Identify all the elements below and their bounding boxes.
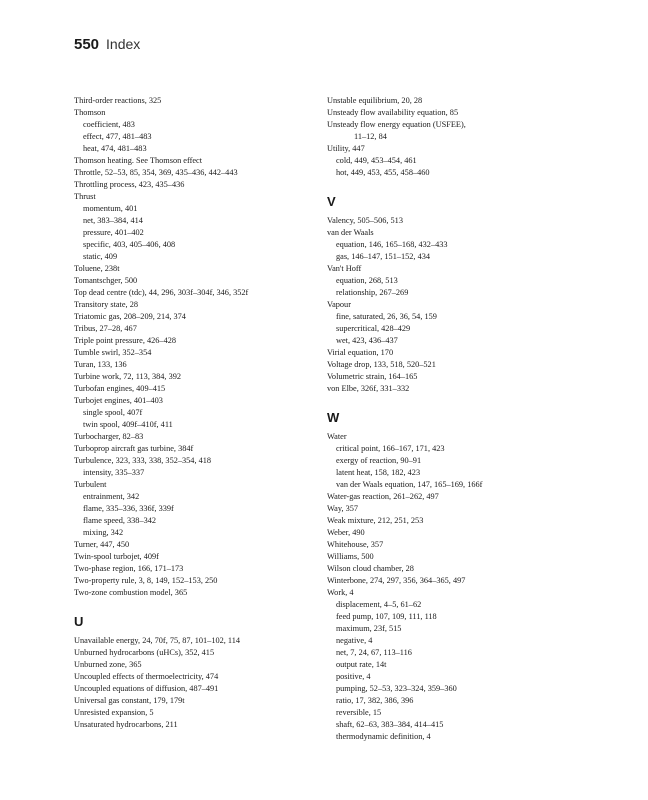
index-subentry: net, 7, 24, 67, 113–116	[336, 648, 412, 657]
index-entry: von Elbe, 326f, 331–332	[327, 384, 410, 393]
index-subentry: pumping, 52–53, 323–324, 359–360	[336, 684, 457, 693]
index-subentry: negative, 4	[336, 636, 373, 645]
index-entry: van der Waals	[327, 228, 374, 237]
running-head-title: Index	[106, 36, 141, 52]
index-entry: Virial equation, 170	[327, 348, 394, 357]
index-subentry: hot, 449, 453, 455, 458–460	[336, 168, 430, 177]
index-column-right	[327, 95, 577, 743]
index-entry: Tumble swirl, 352–354	[74, 348, 152, 357]
index-subentry: shaft, 62–63, 383–384, 414–415	[336, 720, 444, 729]
index-subentry: coefficient, 483	[83, 120, 135, 129]
index-entry: Uncoupled effects of thermoelectricity, 474	[74, 672, 219, 681]
index-entry: Water-gas reaction, 261–262, 497	[327, 492, 439, 501]
index-subentry: supercritical, 428–429	[336, 324, 411, 333]
index-entry: Tribus, 27–28, 467	[74, 324, 137, 333]
index-entry: Unavailable energy, 24, 70f, 75, 87, 101–102, 114	[74, 636, 241, 645]
index-entry: Volumetric strain, 164–165	[327, 372, 418, 381]
index-subentry: flame speed, 338–342	[83, 516, 157, 525]
index-subentry: displacement, 4–5, 61–62	[336, 600, 422, 609]
index-entry: Two-phase region, 166, 171–173	[74, 564, 184, 573]
index-entry: Utility, 447	[327, 144, 365, 153]
index-entry: Weak mixture, 212, 251, 253	[327, 516, 424, 525]
index-entry: Transitory state, 28	[74, 300, 138, 309]
index-entry: Turan, 133, 136	[74, 360, 127, 369]
index-entry: Unsaturated hydrocarbons, 211	[74, 720, 178, 729]
index-subentry: mixing, 342	[83, 528, 124, 537]
index-entry: Triatomic gas, 208–209, 214, 374	[74, 312, 186, 321]
index-subentry: pressure, 401–402	[83, 228, 144, 237]
section-letter-heading: W	[327, 410, 340, 425]
index-subentry: ratio, 17, 382, 386, 396	[336, 696, 414, 705]
index-subentry: output rate, 14t	[336, 660, 387, 669]
index-subentry: effect, 477, 481–483	[83, 132, 152, 141]
index-subentry: static, 409	[83, 252, 118, 261]
index-entry: Turbofan engines, 409–415	[74, 384, 166, 393]
index-subentry: latent heat, 158, 182, 423	[336, 468, 421, 477]
index-entry: Williams, 500	[327, 552, 374, 561]
index-entry: Unburned hydrocarbons (uHCs), 352, 415	[74, 648, 215, 657]
index-column-left	[74, 95, 324, 731]
index-entry: Throttle, 52–53, 85, 354, 369, 435–436, 442–443	[74, 168, 238, 177]
index-subentry: specific, 403, 405–406, 408	[83, 240, 176, 249]
index-entry: Water	[327, 432, 347, 441]
index-entry: Tomantschger, 500	[74, 276, 138, 285]
index-subentry: exergy of reaction, 90–91	[336, 456, 422, 465]
index-subentry: equation, 146, 165–168, 432–433	[336, 240, 448, 249]
index-entry: Toluene, 238t	[74, 264, 120, 273]
index-entry: Work, 4	[327, 588, 354, 597]
index-subentry: reversible, 15	[336, 708, 382, 717]
section-letter-heading: U	[74, 614, 84, 629]
index-entry: Weber, 490	[327, 528, 365, 537]
index-entry: Turbulence, 323, 333, 338, 352–354, 418	[74, 456, 212, 465]
index-subentry: momentum, 401	[83, 204, 138, 213]
index-entry: Unresisted expansion, 5	[74, 708, 154, 717]
index-entry: Two-zone combustion model, 365	[74, 588, 188, 597]
index-subentry: net, 383–384, 414	[83, 216, 143, 225]
index-entry: Turbojet engines, 401–403	[74, 396, 163, 405]
index-entry: Unsteady flow energy equation (USFEE),	[327, 120, 466, 129]
index-entry: Winterbone, 274, 297, 356, 364–365, 497	[327, 576, 466, 585]
index-entry: Third-order reactions, 325	[74, 96, 162, 105]
index-entry: Wilson cloud chamber, 28	[327, 564, 414, 573]
index-entry: Van't Hoff	[327, 264, 362, 273]
index-entry: Turbulent	[74, 480, 107, 489]
index-entry: Vapour	[327, 300, 351, 309]
index-subentry: van der Waals equation, 147, 165–169, 166f	[336, 480, 483, 489]
index-entry: Valency, 505–506, 513	[327, 216, 403, 225]
section-letter-heading: V	[327, 194, 336, 209]
index-entry: Thrust	[74, 192, 96, 201]
index-subentry: positive, 4	[336, 672, 371, 681]
index-subentry: relationship, 267–269	[336, 288, 409, 297]
index-subentry: equation, 268, 513	[336, 276, 398, 285]
index-entry: Uncoupled equations of diffusion, 487–491	[74, 684, 219, 693]
index-entry: Top dead centre (tdc), 44, 296, 303f–304f, 346, 352f	[74, 288, 249, 297]
index-entry: Voltage drop, 133, 518, 520–521	[327, 360, 436, 369]
index-subentry: intensity, 335–337	[83, 468, 145, 477]
index-entry: Unburned zone, 365	[74, 660, 142, 669]
index-entry: Unsteady flow availability equation, 85	[327, 108, 459, 117]
index-entry: Way, 357	[327, 504, 359, 513]
index-entry: Unstable equilibrium, 20, 28	[327, 96, 423, 105]
index-entry: Two-property rule, 3, 8, 149, 152–153, 250	[74, 576, 218, 585]
index-subentry: entrainment, 342	[83, 492, 140, 501]
index-entry: Universal gas constant, 179, 179t	[74, 696, 185, 705]
index-entry: Thomson	[74, 108, 106, 117]
index-entry: Turner, 447, 450	[74, 540, 130, 549]
index-subentry: flame, 335–336, 336f, 339f	[83, 504, 174, 513]
index-subentry: maximum, 23f, 515	[336, 624, 402, 633]
index-entry: Twin-spool turbojet, 409f	[74, 552, 159, 561]
index-subentry: heat, 474, 481–483	[83, 144, 147, 153]
index-subentry: fine, saturated, 26, 36, 54, 159	[336, 312, 437, 321]
index-entry: Triple point pressure, 426–428	[74, 336, 177, 345]
index-subentry: critical point, 166–167, 171, 423	[336, 444, 445, 453]
index-entry: Turbine work, 72, 113, 384, 392	[74, 372, 182, 381]
index-entry: Turboprop aircraft gas turbine, 384f	[74, 444, 194, 453]
index-subentry: feed pump, 107, 109, 111, 118	[336, 612, 437, 621]
index-entry: Throttling process, 423, 435–436	[74, 180, 185, 189]
index-entry: Whitehouse, 357	[327, 540, 384, 549]
index-subentry: cold, 449, 453–454, 461	[336, 156, 417, 165]
index-subentry: gas, 146–147, 151–152, 434	[336, 252, 431, 261]
index-subentry: wet, 423, 436–437	[336, 336, 398, 345]
page-header	[74, 36, 140, 56]
index-entry-continuation: 11–12, 84	[354, 132, 387, 141]
page-number: 550	[74, 36, 100, 53]
index-entry: Turbocharger, 82–83	[74, 432, 144, 441]
index-subentry: thermodynamic definition, 4	[336, 732, 431, 741]
index-subentry: single spool, 407f	[83, 408, 143, 417]
index-entry: Thomson heating. See Thomson effect	[74, 156, 203, 165]
index-subentry: twin spool, 409f–410f, 411	[83, 420, 173, 429]
